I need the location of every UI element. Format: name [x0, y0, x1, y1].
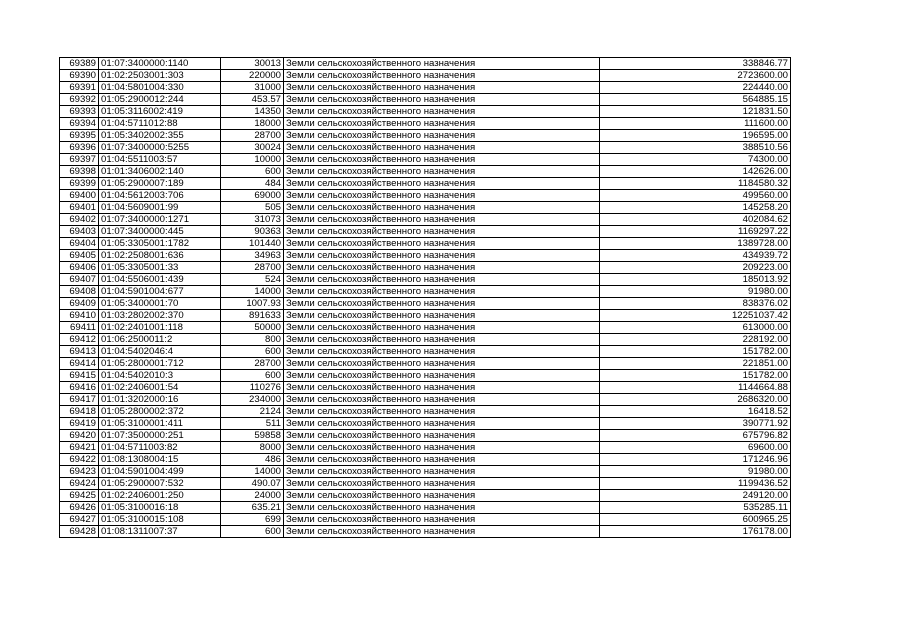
- table-row: [60, 418, 791, 430]
- land-category-cell: Земли сельскохозяйственного назначения: [284, 454, 600, 466]
- cadastral-number-cell: 01:05:2900012:244: [99, 94, 221, 106]
- table-body: [60, 58, 791, 538]
- area-cell: 90363: [221, 226, 284, 238]
- land-category-cell: Земли сельскохозяйственного назначения: [284, 94, 600, 106]
- land-category-cell: Земли сельскохозяйственного назначения: [284, 286, 600, 298]
- row-number-cell: 69389: [60, 58, 99, 70]
- table-row: [60, 334, 791, 346]
- cadastral-number-cell: 01:01:3406002:140: [99, 166, 221, 178]
- area-cell: 50000: [221, 322, 284, 334]
- table-row: [60, 274, 791, 286]
- land-category-cell: Земли сельскохозяйственного назначения: [284, 130, 600, 142]
- row-number-cell: 69390: [60, 70, 99, 82]
- row-number-cell: 69403: [60, 226, 99, 238]
- area-cell: 31073: [221, 214, 284, 226]
- row-number-cell: 69426: [60, 502, 99, 514]
- area-cell: 511: [221, 418, 284, 430]
- area-cell: 8000: [221, 442, 284, 454]
- row-number-cell: 69406: [60, 262, 99, 274]
- cadastral-number-cell: 01:04:5901004:499: [99, 466, 221, 478]
- cadastral-number-cell: 01:05:3100001:411: [99, 418, 221, 430]
- table-row: [60, 454, 791, 466]
- cadastral-value-cell: 151782.00: [600, 370, 791, 382]
- land-category-cell: Земли сельскохозяйственного назначения: [284, 298, 600, 310]
- cadastral-value-cell: 91980.00: [600, 286, 791, 298]
- cadastral-number-cell: 01:03:2802002:370: [99, 310, 221, 322]
- land-category-cell: Земли сельскохозяйственного назначения: [284, 82, 600, 94]
- cadastral-number-cell: 01:05:3305001:33: [99, 262, 221, 274]
- cadastral-number-cell: 01:02:2406001:250: [99, 490, 221, 502]
- area-cell: 110276: [221, 382, 284, 394]
- cadastral-value-cell: 249120.00: [600, 490, 791, 502]
- cadastral-number-cell: 01:05:2900007:189: [99, 178, 221, 190]
- cadastral-number-cell: 01:07:3400000:1271: [99, 214, 221, 226]
- area-cell: 600: [221, 370, 284, 382]
- cadastral-number-cell: 01:05:3305001:1782: [99, 238, 221, 250]
- land-category-cell: Земли сельскохозяйственного назначения: [284, 70, 600, 82]
- cadastral-value-cell: 402084.62: [600, 214, 791, 226]
- area-cell: 524: [221, 274, 284, 286]
- row-number-cell: 69397: [60, 154, 99, 166]
- area-cell: 14000: [221, 286, 284, 298]
- cadastral-value-cell: 228192.00: [600, 334, 791, 346]
- row-number-cell: 69423: [60, 466, 99, 478]
- cadastral-number-cell: 01:05:2800001:712: [99, 358, 221, 370]
- area-cell: 635.21: [221, 502, 284, 514]
- land-category-cell: Земли сельскохозяйственного назначения: [284, 178, 600, 190]
- area-cell: 453.57: [221, 94, 284, 106]
- area-cell: 10000: [221, 154, 284, 166]
- land-category-cell: Земли сельскохозяйственного назначения: [284, 358, 600, 370]
- cadastral-number-cell: 01:05:2900007:532: [99, 478, 221, 490]
- cadastral-value-cell: 176178.00: [600, 526, 791, 538]
- table-row: [60, 430, 791, 442]
- cadastral-value-cell: 151782.00: [600, 346, 791, 358]
- cadastral-number-cell: 01:02:2406001:54: [99, 382, 221, 394]
- row-number-cell: 69421: [60, 442, 99, 454]
- cadastral-value-cell: 434939.72: [600, 250, 791, 262]
- cadastral-value-cell: 838376.02: [600, 298, 791, 310]
- area-cell: 600: [221, 346, 284, 358]
- table-row: [60, 178, 791, 190]
- cadastral-number-cell: 01:01:3202000:16: [99, 394, 221, 406]
- cadastral-number-cell: 01:04:5402010:3: [99, 370, 221, 382]
- cadastral-value-cell: 142626.00: [600, 166, 791, 178]
- area-cell: 486: [221, 454, 284, 466]
- land-category-cell: Земли сельскохозяйственного назначения: [284, 346, 600, 358]
- table-row: [60, 382, 791, 394]
- area-cell: 34963: [221, 250, 284, 262]
- cadastral-value-cell: 1144664.88: [600, 382, 791, 394]
- cadastral-value-cell: 1169297.22: [600, 226, 791, 238]
- table-row: [60, 310, 791, 322]
- table-row: [60, 346, 791, 358]
- land-category-cell: Земли сельскохозяйственного назначения: [284, 334, 600, 346]
- area-cell: 699: [221, 514, 284, 526]
- area-cell: 220000: [221, 70, 284, 82]
- cadastral-value-cell: 224440.00: [600, 82, 791, 94]
- cadastral-number-cell: 01:05:3402002:355: [99, 130, 221, 142]
- table-row: [60, 214, 791, 226]
- table-row: [60, 502, 791, 514]
- cadastral-value-cell: 600965.25: [600, 514, 791, 526]
- land-category-cell: Земли сельскохозяйственного назначения: [284, 190, 600, 202]
- row-number-cell: 69402: [60, 214, 99, 226]
- cadastral-number-cell: 01:04:5402046:4: [99, 346, 221, 358]
- cadastral-number-cell: 01:04:5612003:706: [99, 190, 221, 202]
- land-category-cell: Земли сельскохозяйственного назначения: [284, 142, 600, 154]
- area-cell: 800: [221, 334, 284, 346]
- land-category-cell: Земли сельскохозяйственного назначения: [284, 238, 600, 250]
- table-row: [60, 106, 791, 118]
- cadastral-number-cell: 01:05:3116002:419: [99, 106, 221, 118]
- cadastral-value-cell: 499560.00: [600, 190, 791, 202]
- cadastral-value-cell: 2686320.00: [600, 394, 791, 406]
- table-row: [60, 442, 791, 454]
- table-row: [60, 154, 791, 166]
- cadastral-number-cell: 01:02:2401001:118: [99, 322, 221, 334]
- row-number-cell: 69392: [60, 94, 99, 106]
- land-category-cell: Земли сельскохозяйственного назначения: [284, 262, 600, 274]
- cadastral-number-cell: 01:02:2503001:303: [99, 70, 221, 82]
- table-row: [60, 514, 791, 526]
- land-category-cell: Земли сельскохозяйственного назначения: [284, 226, 600, 238]
- area-cell: 24000: [221, 490, 284, 502]
- row-number-cell: 69405: [60, 250, 99, 262]
- row-number-cell: 69420: [60, 430, 99, 442]
- area-cell: 14000: [221, 466, 284, 478]
- cadastral-number-cell: 01:07:3400000:1140: [99, 58, 221, 70]
- land-category-cell: Земли сельскохозяйственного назначения: [284, 370, 600, 382]
- land-category-cell: Земли сельскохозяйственного назначения: [284, 514, 600, 526]
- table-row: [60, 262, 791, 274]
- area-cell: 18000: [221, 118, 284, 130]
- row-number-cell: 69404: [60, 238, 99, 250]
- table-row: [60, 286, 791, 298]
- row-number-cell: 69416: [60, 382, 99, 394]
- row-number-cell: 69394: [60, 118, 99, 130]
- area-cell: 600: [221, 166, 284, 178]
- area-cell: 234000: [221, 394, 284, 406]
- cadastral-number-cell: 01:05:2800002:372: [99, 406, 221, 418]
- cadastral-value-cell: 196595.00: [600, 130, 791, 142]
- table-row: [60, 130, 791, 142]
- row-number-cell: 69409: [60, 298, 99, 310]
- table-row: [60, 358, 791, 370]
- area-cell: 28700: [221, 130, 284, 142]
- row-number-cell: 69417: [60, 394, 99, 406]
- area-cell: 28700: [221, 358, 284, 370]
- land-category-cell: Земли сельскохозяйственного назначения: [284, 310, 600, 322]
- cadastral-value-cell: 221851.00: [600, 358, 791, 370]
- land-category-cell: Земли сельскохозяйственного назначения: [284, 322, 600, 334]
- land-category-cell: Земли сельскохозяйственного назначения: [284, 118, 600, 130]
- land-category-cell: Земли сельскохозяйственного назначения: [284, 526, 600, 538]
- area-cell: 600: [221, 526, 284, 538]
- area-cell: 59858: [221, 430, 284, 442]
- cadastral-value-cell: 91980.00: [600, 466, 791, 478]
- cadastral-value-cell: 12251037.42: [600, 310, 791, 322]
- area-cell: 484: [221, 178, 284, 190]
- land-category-cell: Земли сельскохозяйственного назначения: [284, 106, 600, 118]
- row-number-cell: 69395: [60, 130, 99, 142]
- land-category-cell: Земли сельскохозяйственного назначения: [284, 214, 600, 226]
- cadastral-value-cell: 2723600.00: [600, 70, 791, 82]
- cadastral-value-cell: 1199436.52: [600, 478, 791, 490]
- table-row: [60, 58, 791, 70]
- row-number-cell: 69413: [60, 346, 99, 358]
- table-row: [60, 478, 791, 490]
- cadastral-value-cell: 145258.20: [600, 202, 791, 214]
- cadastral-number-cell: 01:08:1311007:37: [99, 526, 221, 538]
- cadastral-value-cell: 613000.00: [600, 322, 791, 334]
- table-row: [60, 406, 791, 418]
- cadastral-value-cell: 171246.96: [600, 454, 791, 466]
- table-row: [60, 166, 791, 178]
- table-row: [60, 394, 791, 406]
- table-row: [60, 466, 791, 478]
- land-category-cell: Земли сельскохозяйственного назначения: [284, 250, 600, 262]
- row-number-cell: 69414: [60, 358, 99, 370]
- table-row: [60, 202, 791, 214]
- land-category-cell: Земли сельскохозяйственного назначения: [284, 394, 600, 406]
- row-number-cell: 69396: [60, 142, 99, 154]
- land-category-cell: Земли сельскохозяйственного назначения: [284, 274, 600, 286]
- area-cell: 2124: [221, 406, 284, 418]
- area-cell: 505: [221, 202, 284, 214]
- row-number-cell: 69422: [60, 454, 99, 466]
- land-category-cell: Земли сельскохозяйственного назначения: [284, 502, 600, 514]
- area-cell: 891633: [221, 310, 284, 322]
- row-number-cell: 69408: [60, 286, 99, 298]
- area-cell: 30013: [221, 58, 284, 70]
- table-row: [60, 94, 791, 106]
- row-number-cell: 69418: [60, 406, 99, 418]
- cadastral-value-cell: 16418.52: [600, 406, 791, 418]
- table-row: [60, 298, 791, 310]
- row-number-cell: 69410: [60, 310, 99, 322]
- cadastral-number-cell: 01:04:5511003:57: [99, 154, 221, 166]
- land-category-cell: Земли сельскохозяйственного назначения: [284, 442, 600, 454]
- cadastral-value-cell: 185013.92: [600, 274, 791, 286]
- land-category-cell: Земли сельскохозяйственного назначения: [284, 406, 600, 418]
- row-number-cell: 69399: [60, 178, 99, 190]
- area-cell: 30024: [221, 142, 284, 154]
- row-number-cell: 69393: [60, 106, 99, 118]
- table-row: [60, 118, 791, 130]
- cadastral-number-cell: 01:04:5711012:88: [99, 118, 221, 130]
- table-row: [60, 190, 791, 202]
- land-category-cell: Земли сельскохозяйственного назначения: [284, 478, 600, 490]
- table-row: [60, 82, 791, 94]
- cadastral-value-cell: 121831.50: [600, 106, 791, 118]
- cadastral-value-cell: 209223.00: [600, 262, 791, 274]
- table-row: [60, 142, 791, 154]
- table-row: [60, 322, 791, 334]
- row-number-cell: 69425: [60, 490, 99, 502]
- cadastral-number-cell: 01:04:5506001:439: [99, 274, 221, 286]
- area-cell: 490.07: [221, 478, 284, 490]
- area-cell: 101440: [221, 238, 284, 250]
- cadastral-value-cell: 1184580.32: [600, 178, 791, 190]
- table-row: [60, 250, 791, 262]
- cadastral-number-cell: 01:05:3100016:18: [99, 502, 221, 514]
- table-row: [60, 70, 791, 82]
- cadastral-value-cell: 74300.00: [600, 154, 791, 166]
- land-category-cell: Земли сельскохозяйственного назначения: [284, 418, 600, 430]
- row-number-cell: 69401: [60, 202, 99, 214]
- row-number-cell: 69407: [60, 274, 99, 286]
- cadastral-value-cell: 111600.00: [600, 118, 791, 130]
- table-row: [60, 526, 791, 538]
- row-number-cell: 69412: [60, 334, 99, 346]
- row-number-cell: 69428: [60, 526, 99, 538]
- cadastral-value-cell: 564885.15: [600, 94, 791, 106]
- cadastral-number-cell: 01:04:5711003:82: [99, 442, 221, 454]
- land-category-cell: Земли сельскохозяйственного назначения: [284, 466, 600, 478]
- cadastral-value-cell: 69600.00: [600, 442, 791, 454]
- cadastral-number-cell: 01:02:2508001:636: [99, 250, 221, 262]
- cadastral-number-cell: 01:04:5901004:677: [99, 286, 221, 298]
- land-category-cell: Земли сельскохозяйственного назначения: [284, 430, 600, 442]
- cadastral-number-cell: 01:08:1308004:15: [99, 454, 221, 466]
- row-number-cell: 69427: [60, 514, 99, 526]
- table-row: [60, 238, 791, 250]
- area-cell: 14350: [221, 106, 284, 118]
- land-category-cell: Земли сельскохозяйственного назначения: [284, 58, 600, 70]
- row-number-cell: 69391: [60, 82, 99, 94]
- cadastral-number-cell: 01:06:2500011:2: [99, 334, 221, 346]
- row-number-cell: 69415: [60, 370, 99, 382]
- cadastral-value-cell: 338846.77: [600, 58, 791, 70]
- area-cell: 31000: [221, 82, 284, 94]
- cadastral-value-cell: 535285.11: [600, 502, 791, 514]
- land-category-cell: Земли сельскохозяйственного назначения: [284, 154, 600, 166]
- area-cell: 28700: [221, 262, 284, 274]
- cadastral-number-cell: 01:04:5801004:330: [99, 82, 221, 94]
- table-row: [60, 490, 791, 502]
- cadastral-number-cell: 01:05:3100015:108: [99, 514, 221, 526]
- cadastral-number-cell: 01:05:3400001:70: [99, 298, 221, 310]
- land-records-table: [59, 57, 791, 538]
- table-row: [60, 370, 791, 382]
- row-number-cell: 69419: [60, 418, 99, 430]
- land-category-cell: Земли сельскохозяйственного назначения: [284, 202, 600, 214]
- cadastral-value-cell: 1389728.00: [600, 238, 791, 250]
- row-number-cell: 69398: [60, 166, 99, 178]
- row-number-cell: 69424: [60, 478, 99, 490]
- cadastral-number-cell: 01:07:3500000:251: [99, 430, 221, 442]
- land-category-cell: Земли сельскохозяйственного назначения: [284, 382, 600, 394]
- cadastral-value-cell: 388510.56: [600, 142, 791, 154]
- cadastral-value-cell: 390771.92: [600, 418, 791, 430]
- cadastral-value-cell: 675796.82: [600, 430, 791, 442]
- area-cell: 1007.93: [221, 298, 284, 310]
- table-row: [60, 226, 791, 238]
- cadastral-number-cell: 01:07:3400000:5255: [99, 142, 221, 154]
- cadastral-number-cell: 01:04:5609001:99: [99, 202, 221, 214]
- land-category-cell: Земли сельскохозяйственного назначения: [284, 490, 600, 502]
- area-cell: 69000: [221, 190, 284, 202]
- row-number-cell: 69400: [60, 190, 99, 202]
- land-category-cell: Земли сельскохозяйственного назначения: [284, 166, 600, 178]
- row-number-cell: 69411: [60, 322, 99, 334]
- cadastral-number-cell: 01:07:3400000:445: [99, 226, 221, 238]
